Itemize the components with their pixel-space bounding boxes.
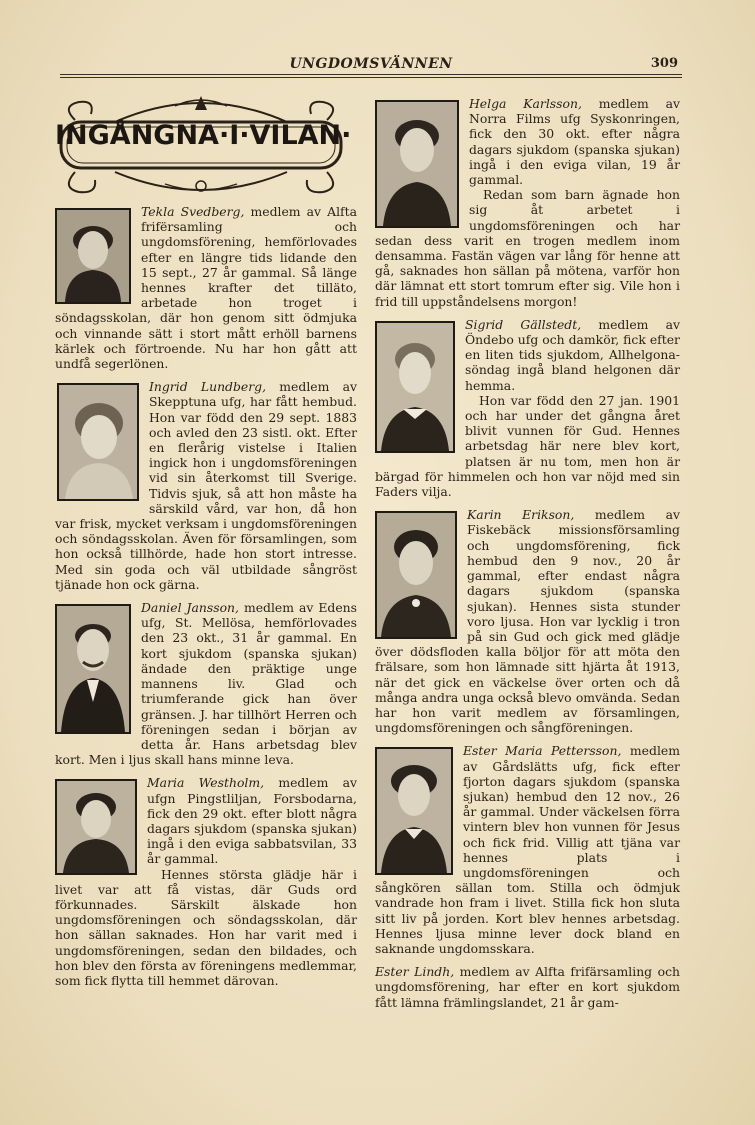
header-rule (60, 74, 682, 75)
portrait-photo (57, 383, 139, 501)
obituary-text-continued: Hon var född den 27 jan. 1901 och har under det gångna året blivit vunnen för Gud. Hennes arbetsdag här nere blev kort, platsen är nu tom, men hon är bärgad för himmelen och hon var nöjd med sin Faders vilja. (375, 392, 680, 500)
obituary-text: medlem av Edens ufg, St. Mellösa, hemförlovades den 23 okt., 31 år gammal. En kort sjukdom (spanska sjukan) ändade den präktige unge mannens liv. Glad och triumferande gick han över gränsen. J. har tillhört Herren och föreningen sedan i början av detta år. Hans arbetsdag blev kort. Men i ljus skall hans minne leva. (55, 600, 357, 768)
portrait-icon (377, 749, 451, 873)
obituary-text: medlem av Fiskebäck missionsförsamling och ungdomsförening, fick hembud den 9 nov., 20 år gammal, efter endast några dagars sjukdom (spanska sjukan). Hennes sista stunder voro ljusa. Hon var lycklig i tron på sin Gud och gick med glädje över dödsfloden kalla böljor för att möta den frälsare, som hon lämnade sitt hjärta åt 1913, när det gick en väckelse över orten och då många andra unga också blevo omvända. Sedan har hon varit medlem av församlingen, ungdomsföreningen och sångföreningen. (375, 507, 681, 736)
deceased-name: Sigrid Gällstedt, (465, 316, 582, 332)
portrait-icon (57, 781, 135, 873)
journal-title: UNGDOMSVÄNNEN (289, 56, 453, 72)
obituary-text-continued: Hennes största glädje här i livet var att få vistas, där Guds ord förkunnades. Särskilt älskade hon ungdomsföreningen och söndagsskolan, där hon sällan saknades. Hon har varit med i ungdomsföreningen, sedan den bildades, och hon blev den första av föreningens medlemmar, som fick flytta till hemmet därovan. (55, 866, 357, 988)
portrait-photo (55, 779, 137, 875)
deceased-name: Ester Lindh, (375, 964, 455, 980)
deceased-name: Ingrid Lundberg, (149, 379, 267, 395)
portrait-photo (55, 208, 131, 304)
obituary-entry (55, 379, 357, 592)
portrait-photo (375, 511, 457, 639)
obituary-entry (55, 600, 357, 767)
obituary-text: medlem av Alfta frifärsamling och ungdomsförening, har efter en kort sjukdom fått lämna främlingslandet, 21 år gam- (375, 964, 680, 1010)
obituary-entry (375, 317, 680, 499)
portrait-icon (377, 323, 453, 451)
page-number: 309 (650, 56, 678, 71)
obituary-entry (375, 743, 680, 956)
obituary-text-continued: Redan som barn ägnade hon sig åt arbetet i ungdomsföreningen och har sedan dess varit en trogen medlem inom densamma. Fastän vägen var lång för henne att gå, saknades hon sällan på mötena, varför hon där lämnat ett stort tomrum efter sig. Vile hon i frid till uppståndelsens morgon! (375, 187, 680, 309)
right-column (375, 96, 680, 1018)
portrait-icon (377, 513, 455, 637)
obituary-entry (375, 964, 680, 1010)
section-banner (55, 92, 352, 200)
left-column (55, 92, 357, 996)
portrait-icon (57, 210, 129, 302)
portrait-icon (57, 606, 129, 732)
portrait-icon (59, 385, 137, 499)
header-rule-second (60, 77, 682, 78)
deceased-name: Maria Westholm, (147, 775, 265, 791)
obituary-entry (375, 507, 680, 735)
portrait-icon (377, 102, 457, 226)
portrait-photo (55, 604, 131, 734)
deceased-name: Helga Karlsson, (469, 96, 582, 111)
obituary-entry (55, 204, 357, 371)
portrait-photo (375, 321, 455, 453)
deceased-name: Daniel Jansson, (141, 600, 239, 616)
banner-title: INGÅNGNA·I·VILAN· (55, 120, 352, 151)
obituary-text: medlem av Alfta frifërsamling och ungdomsförening, hemförlovades efter en längre tids lidande den 15 sept., 27 år gammal. Så länge hennes krafter det tilläto, arbetade hon troget i söndagsskolan, där hon genom sitt ödmjuka och vinnande sätt i stort mått erhöll barnens kärlek och förtroende. Nu har hon gått att undfå segerlönen. (55, 204, 357, 372)
obituary-text: medlem av Gårdslätts ufg, fick efter fjorton dagars sjukdom (spanska sjukan) hembud den 12 nov., 26 år gammal. Under väckelsen förra vintern blev hon vunnen för Jesus och fick frid. Villig att tjäna var hennes plats i ungdomsföreningen och sångkören sällan tom. Stilla och ödmjuk vandrade hon fram i livet. Stilla fick hon sluta sitt liv på jorden. Kort blev hennes arbetsdag. Hennes ljusa minne lever dock bland en saknande ungdomsskara. (375, 743, 680, 956)
deceased-name: Tekla Svedberg, (141, 204, 245, 219)
portrait-photo (375, 747, 453, 875)
obituary-entry (375, 96, 680, 309)
obituary-text: medlem av Öndebo ufg och damkör, fick efter en liten tids sjukdom, Allhelgona-söndag ingå bland helgonen där hemma. (465, 316, 680, 393)
obituary-entry (55, 775, 357, 988)
portrait-photo (375, 100, 459, 228)
obituary-text: medlem av Skepptuna ufg, har fått hembud. Hon var född den 29 sept. 1883 och avled den 23 sistl. okt. Efter en flerårig vistelse i Italien ingick hon i ungdomsföreningen vid sin återkomst till Sverige. Tidvis sjuk, så att hon måste ha särskild vård, var hon, då hon var frisk, mycket verksam i ungdomsföreningen och söndagsskolan. Även för församlingen, som hon också tillhörde, hade hon stort intresse. Med sin goda och väl utbildade sångröst tjänade hon ock gärna. (55, 379, 358, 592)
deceased-name: Ester Maria Pettersson, (463, 743, 622, 759)
deceased-name: Karin Erikson, (467, 507, 575, 523)
obituary-text: medlem av ufgn Pingstliljan, Forsbodarna, fick den 29 okt. efter blott några dagars sjukdom (spanska sjukan) ingå i den eviga sabbatsvilan, 33 år gammal. (147, 775, 357, 867)
obituary-text: medlem av Norra Films ufg Syskonringen, fick den 30 okt. efter några dagars sjukdom (spanska sjukan) ingå i den eviga vilan, 19 år gammal. (469, 96, 681, 188)
